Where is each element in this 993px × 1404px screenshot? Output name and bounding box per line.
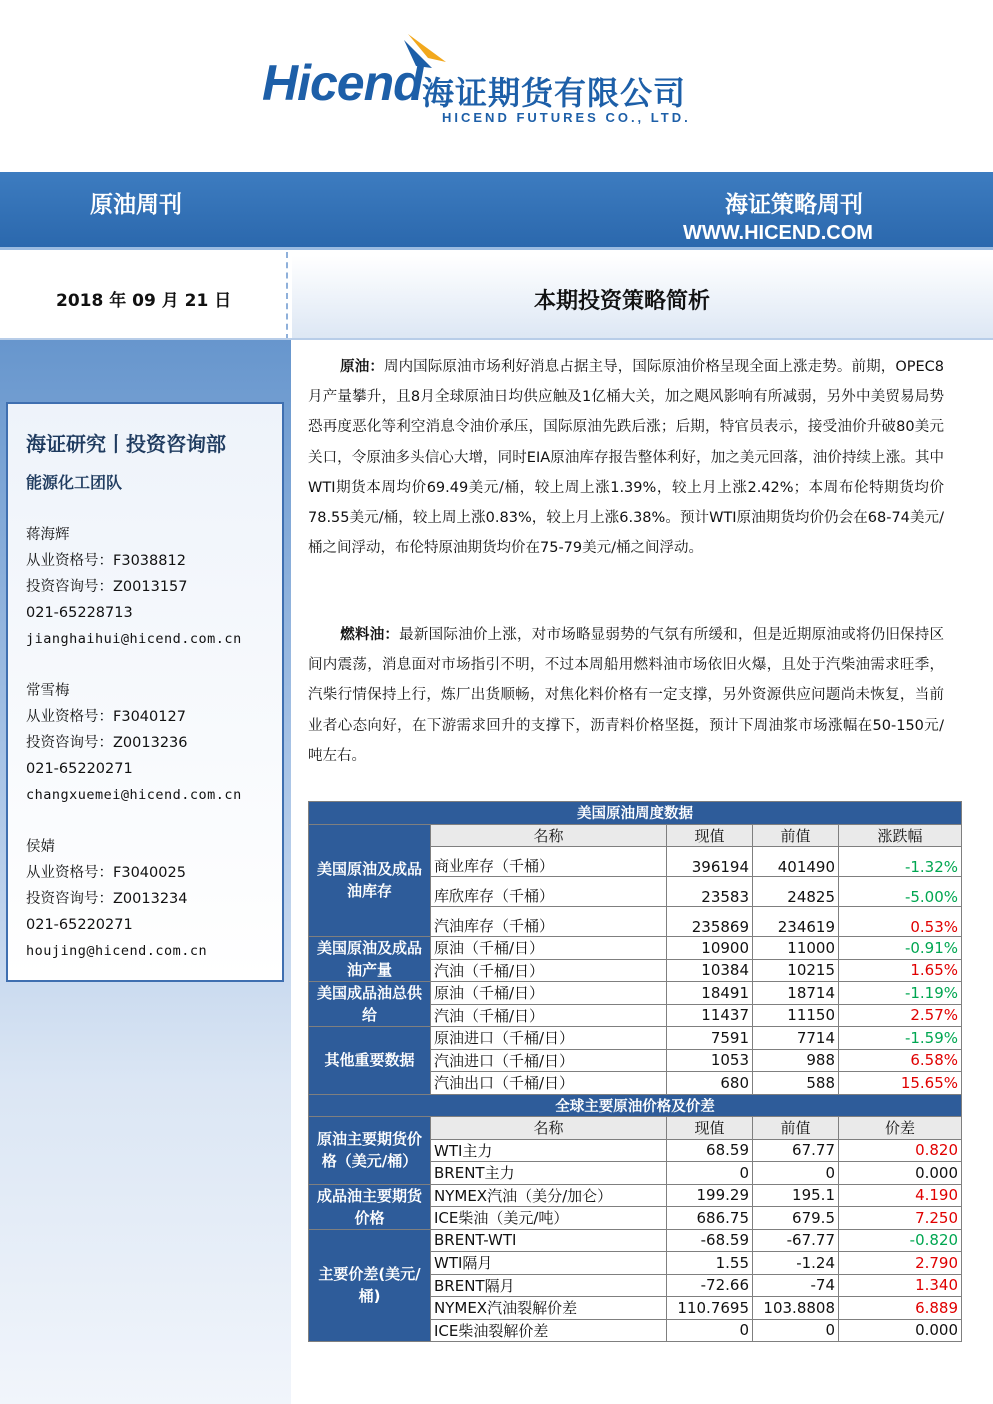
change-value: -5.00% [839,877,962,907]
current-value: 680 [667,1072,753,1095]
spread-value: 2.790 [839,1252,962,1275]
analyst-name: 侯婧 [26,839,55,855]
analyst-name: 蒋海辉 [26,527,70,543]
item-name: 原油（千桶/日） [431,982,667,1005]
date-divider [286,252,288,340]
current-value: 396194 [667,847,753,877]
previous-value: 0 [753,1319,839,1342]
item-name: ICE柴油（美元/吨） [431,1207,667,1230]
analyst-contact [26,522,242,652]
item-name: WTI主力 [431,1139,667,1162]
change-value: -1.19% [839,982,962,1005]
column-header: 涨跌幅 [839,824,962,847]
current-value: 23583 [667,877,753,907]
sidebar [0,340,291,1404]
fuel-oil-paragraph [308,620,944,771]
change-value: -0.91% [839,937,962,960]
item-name: 汽油（千桶/日） [431,959,667,982]
previous-value: 0 [753,1162,839,1185]
change-value: 2.57% [839,1004,962,1027]
analyst-phone: 021-65228713 [26,605,133,621]
previous-value: -1.24 [753,1252,839,1275]
page-title: 本期投资策略简析 [534,289,711,314]
previous-value: -74 [753,1274,839,1297]
item-name: NYMEX汽油裂解价差 [431,1297,667,1320]
column-header: 前值 [753,824,839,847]
table-section-title: 全球主要原油价格及价差 [309,1094,962,1117]
website-link[interactable]: WWW.HICEND.COM [683,222,873,244]
spread-value: 7.250 [839,1207,962,1230]
change-value: 1.65% [839,959,962,982]
row-group-label: 成品油主要期货价格 [309,1184,431,1229]
analyst-contact [26,834,207,964]
team-name: 能源化工团队 [26,473,123,492]
oil-data-table [308,801,962,1342]
analyst-certificate: 从业资格号：F3040025 [26,865,186,881]
item-name: NYMEX汽油（美分/加仑） [431,1184,667,1207]
previous-value: 234619 [753,907,839,937]
spread-value: 4.190 [839,1184,962,1207]
analyst-certificate: 从业资格号：F3040127 [26,709,186,725]
current-value: 235869 [667,907,753,937]
paragraph-lead: 原油： [340,359,384,375]
current-value: 10900 [667,937,753,960]
paragraph-lead: 燃料油： [340,627,400,643]
item-name: 汽油库存（千桶） [431,907,667,937]
logo-english-text: HICEND FUTURES CO., LTD. [442,110,691,125]
current-value: 68.59 [667,1139,753,1162]
current-value: 0 [667,1162,753,1185]
current-value: -68.59 [667,1229,753,1252]
current-value: 110.7695 [667,1297,753,1320]
logo-latin-text: Hicend [262,55,423,111]
spread-value: 0.000 [839,1162,962,1185]
previous-value: 588 [753,1072,839,1095]
analyst-advisory-number: 投资咨询号：Z0013234 [26,891,188,907]
spread-value: 0.000 [839,1319,962,1342]
paragraph-body: 最新国际油价上涨，对市场略显弱势的气氛有所缓和，但是近期原油或将仍旧保持区间内震荡，消息面对市场指引不明，不过本周船用燃料油市场依旧火爆，且处于汽柴油需求旺季，汽柴行情保持上行，炼厂出货顺畅，对焦化料价格有一定支撑，另外资源供应问题尚未恢复，当前业者心态向好，在下游需求回升的支撑下，沥青料价格坚挺，预计下周油浆市场涨幅在50-150元/吨左右。 [308,627,945,764]
previous-value: 988 [753,1049,839,1072]
previous-value: 67.77 [753,1139,839,1162]
spread-value: 6.889 [839,1297,962,1320]
table-row [309,1184,962,1207]
spread-value: 0.820 [839,1139,962,1162]
analyst-email[interactable]: jianghaihui@hicend.com.cn [26,631,242,647]
previous-value: 103.8808 [753,1297,839,1320]
analyst-contact [26,678,242,808]
series-name: 海证策略周刊 [725,192,863,218]
row-group-label: 美国原油及成品油库存 [309,824,431,937]
spread-value: 1.340 [839,1274,962,1297]
previous-value: 10215 [753,959,839,982]
change-value: -1.59% [839,1027,962,1050]
logo-chinese-text: 海证期货有限公司 [422,74,687,112]
item-name: 汽油出口（千桶/日） [431,1072,667,1095]
column-header: 前值 [753,1117,839,1140]
title-panel [292,256,993,338]
table-row [309,982,962,1005]
analyst-phone: 021-65220271 [26,917,133,933]
item-name: 汽油（千桶/日） [431,1004,667,1027]
current-value: 686.75 [667,1207,753,1230]
current-value: 7591 [667,1027,753,1050]
current-value: 1.55 [667,1252,753,1275]
spread-value: -0.820 [839,1229,962,1252]
item-name: BRENT隔月 [431,1274,667,1297]
item-name: ICE柴油裂解价差 [431,1319,667,1342]
item-name: 原油（千桶/日） [431,937,667,960]
analyst-phone: 021-65220271 [26,761,133,777]
header-banner [0,172,993,247]
item-name: 原油进口（千桶/日） [431,1027,667,1050]
row-group-label: 主要价差(美元/桶) [309,1229,431,1342]
analyst-name: 常雪梅 [26,683,70,699]
issue-date: 2018 年 09 月 21 日 [56,291,232,311]
row-group-label: 其他重要数据 [309,1027,431,1095]
column-header: 名称 [431,1117,667,1140]
previous-value: 679.5 [753,1207,839,1230]
current-value: 199.29 [667,1184,753,1207]
previous-value: 11150 [753,1004,839,1027]
previous-value: 7714 [753,1027,839,1050]
table-row [309,1027,962,1050]
item-name: 商业库存（千桶） [431,847,667,877]
previous-value: 401490 [753,847,839,877]
item-name: 汽油进口（千桶/日） [431,1049,667,1072]
item-name: BRENT-WTI [431,1229,667,1252]
item-name: BRENT主力 [431,1162,667,1185]
column-header: 现值 [667,1117,753,1140]
current-value: 1053 [667,1049,753,1072]
analyst-advisory-number: 投资咨询号：Z0013236 [26,735,188,751]
change-value: 15.65% [839,1072,962,1095]
analyst-email[interactable]: changxuemei@hicend.com.cn [26,787,242,803]
crude-oil-paragraph [308,352,944,563]
column-header: 名称 [431,824,667,847]
row-group-label: 原油主要期货价格（美元/桶） [309,1117,431,1185]
previous-value: -67.77 [753,1229,839,1252]
column-header: 现值 [667,824,753,847]
previous-value: 11000 [753,937,839,960]
table-row [309,1229,962,1252]
previous-value: 24825 [753,877,839,907]
change-value: 0.53% [839,907,962,937]
previous-value: 18714 [753,982,839,1005]
current-value: -72.66 [667,1274,753,1297]
company-logo [262,28,732,128]
change-value: 6.58% [839,1049,962,1072]
change-value: -1.32% [839,847,962,877]
date-panel [0,250,288,340]
item-name: WTI隔月 [431,1252,667,1275]
row-group-label: 美国原油及成品油产量 [309,937,431,982]
publication-name: 原油周刊 [90,192,182,218]
analyst-email[interactable]: houjing@hicend.com.cn [26,943,208,959]
current-value: 10384 [667,959,753,982]
current-value: 11437 [667,1004,753,1027]
current-value: 18491 [667,982,753,1005]
analyst-certificate: 从业资格号：F3038812 [26,553,186,569]
current-value: 0 [667,1319,753,1342]
paragraph-body: 周内国际原油市场利好消息占据主导，国际原油价格呈现全面上涨走势。前期，OPEC8月产量攀升，且8月全球原油日均供应触及1亿桶大关，加之飓风影响有所减弱，另外中美贸易局势恐再度恶化等利空消息令油价承压，国际原油先跌后涨；后期，特官员表示，接受油价升破80美元关口，令原油多头信心大增，同时EIA原油库存报告整体利好，加之美元回落，油价持续上涨。其中WTI期货本周均价69.49美元/桶，较上周上涨1.39%，较上月上涨2.42%；本周布伦特期货均价78.55美元/桶，较上周上涨0.83%，较上月上涨6.38%。预计WTI原油期货均价仍会在68-74美元/桶之间浮动，布伦特原油期货均价在75-79美元/桶之间浮动。 [308,359,945,557]
row-group-label: 美国成品油总供给 [309,982,431,1027]
previous-value: 195.1 [753,1184,839,1207]
table-row [309,937,962,960]
column-header: 价差 [839,1117,962,1140]
department-title: 海证研究丨投资咨询部 [26,432,226,456]
table-section-title: 美国原油周度数据 [309,802,962,825]
item-name: 库欣库存（千桶） [431,877,667,907]
research-team-card [6,402,284,982]
analyst-advisory-number: 投资咨询号：Z0013157 [26,579,188,595]
